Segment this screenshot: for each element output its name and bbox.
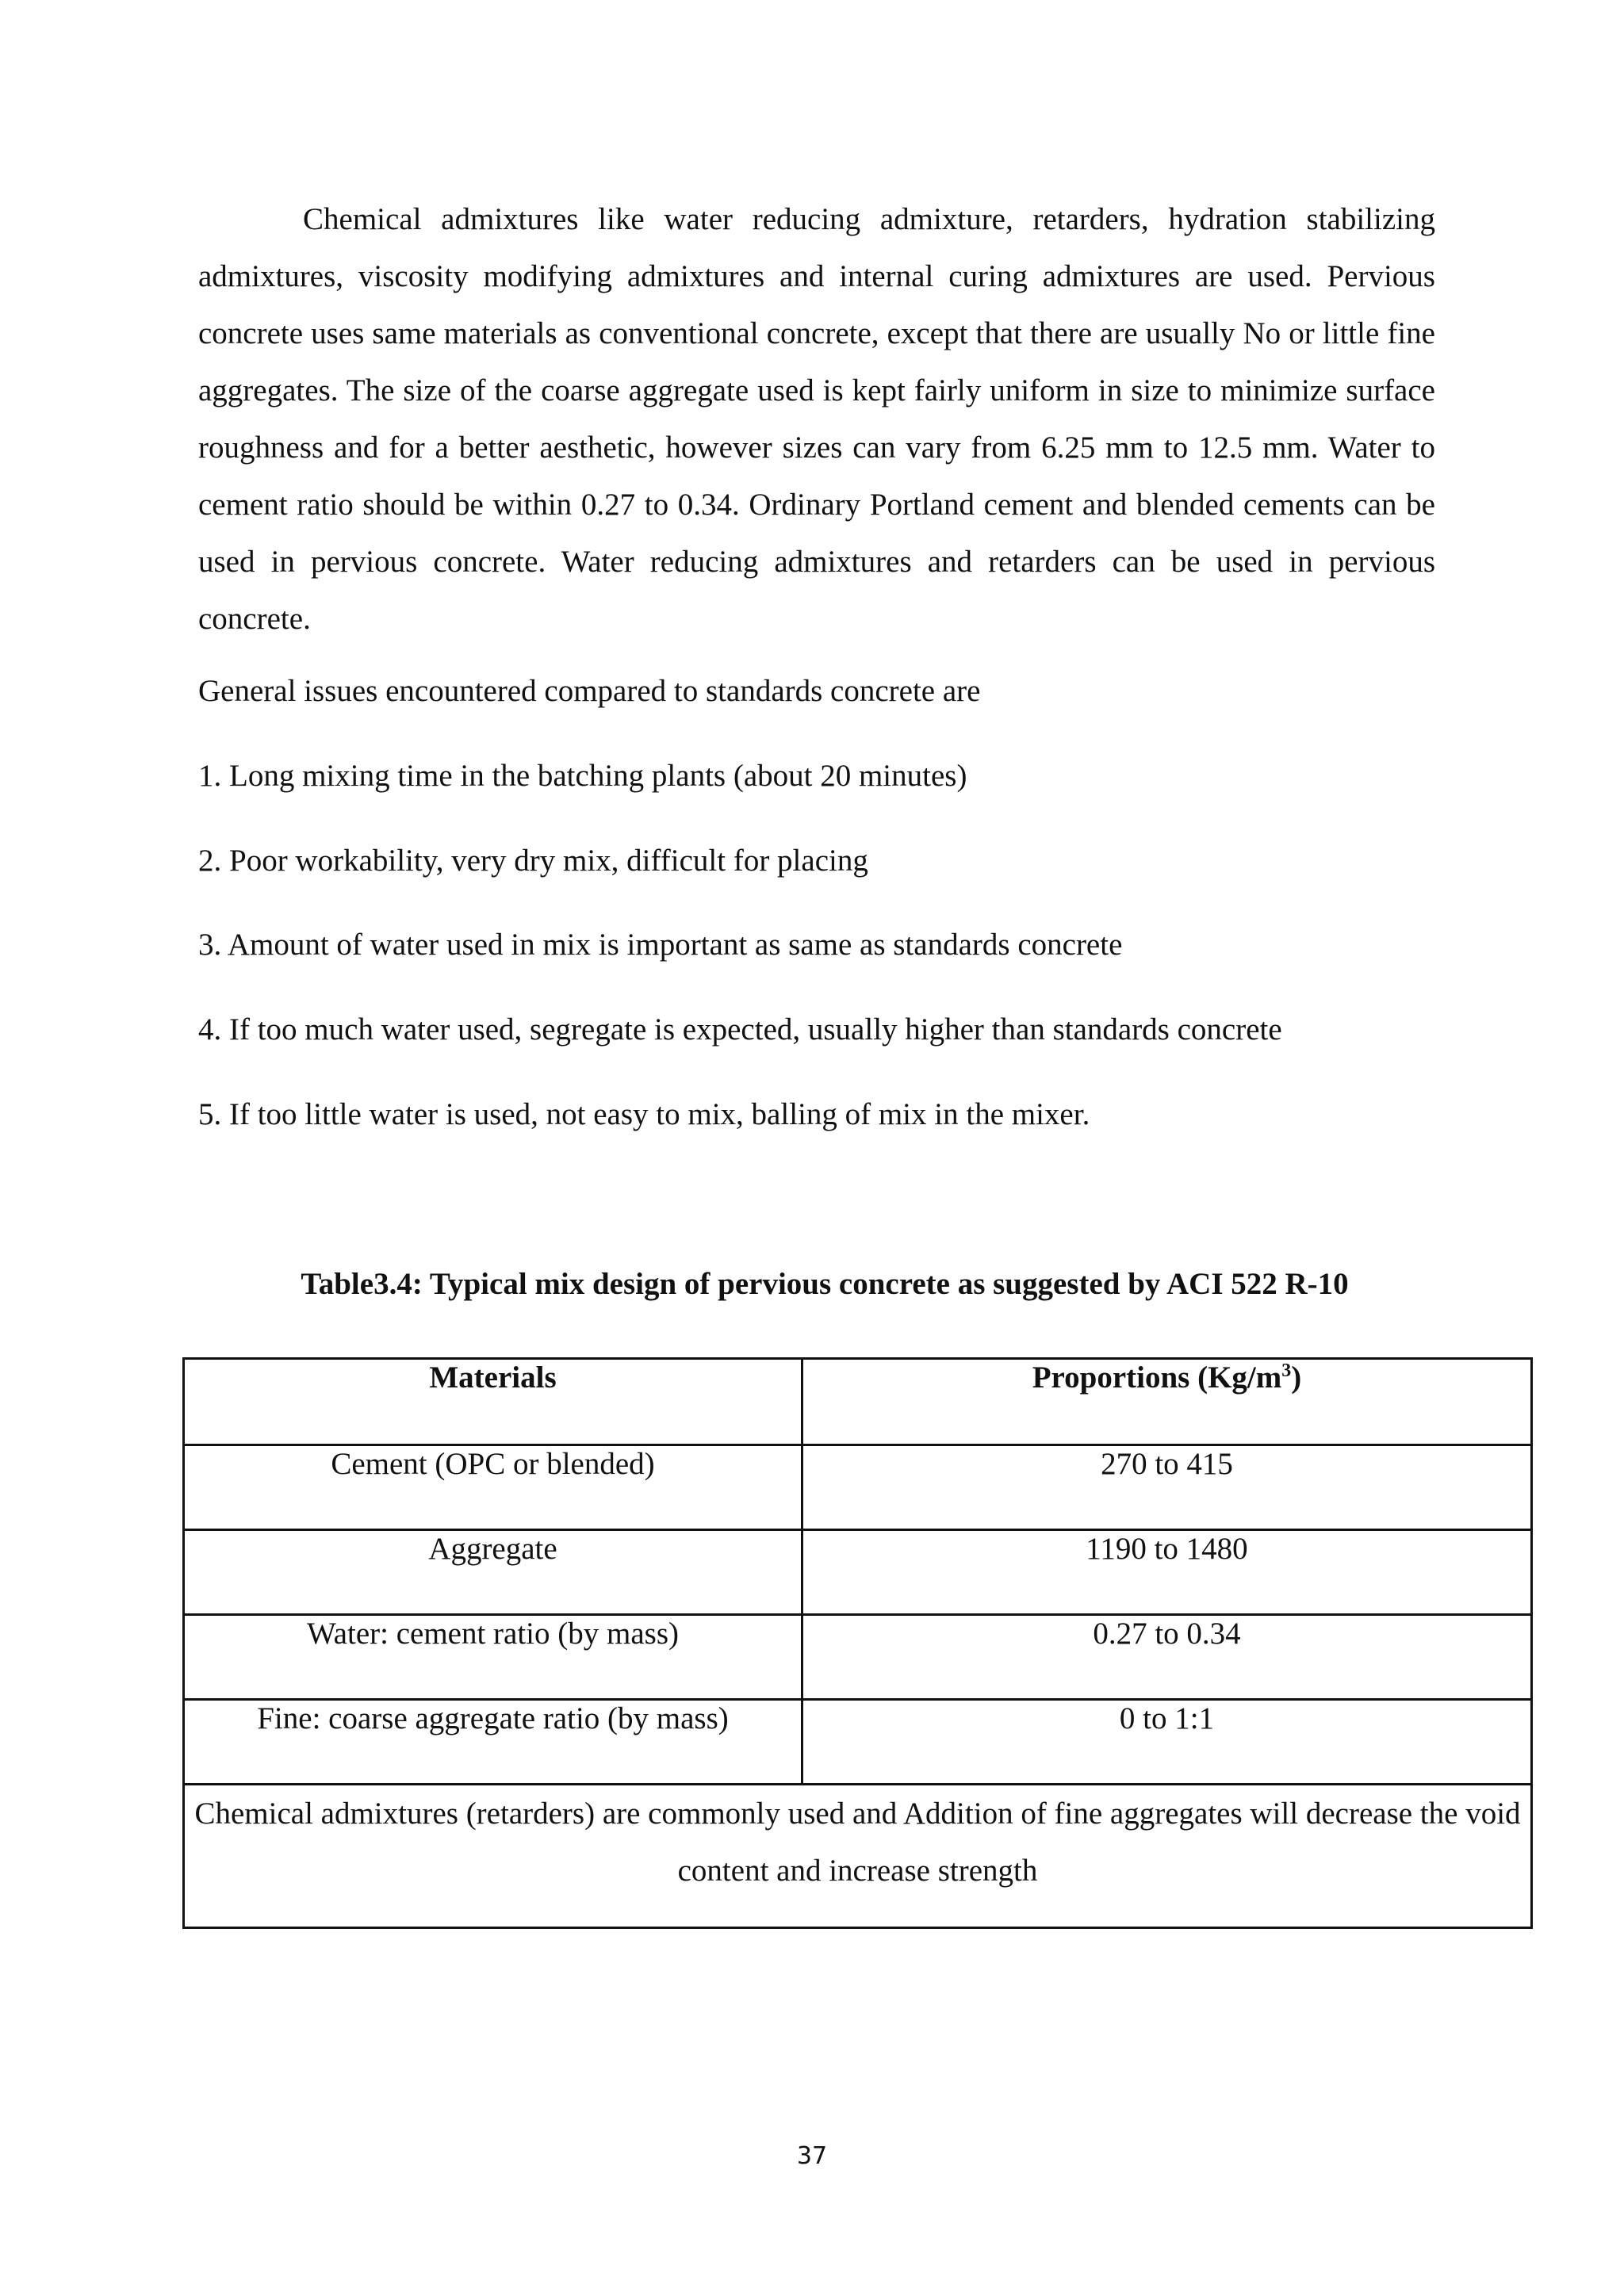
table-header-row	[184, 1359, 1532, 1445]
cell-material: Fine: coarse aggregate ratio (by mass)	[184, 1700, 802, 1785]
issue-item-4: 4. If too much water used, segregate is expected, usually higher than standards concrete	[198, 1012, 1282, 1047]
cell-proportion: 0 to 1:1	[802, 1700, 1532, 1785]
cell-proportion: 1190 to 1480	[802, 1530, 1532, 1615]
table-note-row	[184, 1785, 1532, 1928]
issue-item-1: 1. Long mixing time in the batching plants (about 20 minutes)	[198, 759, 967, 793]
cell-material: Cement (OPC or blended)	[184, 1445, 802, 1530]
table-row	[184, 1445, 1532, 1530]
cell-proportion: 270 to 415	[802, 1445, 1532, 1530]
cell-material: Water: cement ratio (by mass)	[184, 1615, 802, 1700]
header-proportions: Proportions $(Kg/m^3)$	[802, 1359, 1532, 1445]
table-row	[184, 1700, 1532, 1785]
issue-item-5: 5. If too little water is used, not easy to mix, balling of mix in the mixer.	[198, 1097, 1090, 1131]
cell-proportion: 0.27 to 0.34	[802, 1615, 1532, 1700]
issues-intro: General issues encountered compared to standards concrete are	[198, 674, 981, 708]
page-number: 37	[796, 2142, 828, 2170]
body-paragraph: Chemical admixtures like water reducing admixture, retarders, hydration stabilizing admixtures, viscosity modifying admixtures and internal curing admixtures are used. Pervious concrete uses same materials as conventional concrete, except that there are usually No or little fine aggregates. The size of the coarse aggregate used is kept fairly uniform in size to minimize surface roughness and for a better aesthetic, however sizes can vary from 6.25 mm to 12.5 mm. Water to cement ratio should be within 0.27 to 0.34. Ordinary Portland cement and blended cements can be used in pervious concrete. Water reducing admixtures and retarders can be used in pervious concrete.	[198, 202, 1435, 636]
mix-design-table	[182, 1357, 1533, 1929]
issue-item-3: 3. Amount of water used in mix is important as same as standards concrete	[198, 928, 1123, 962]
table-row	[184, 1615, 1532, 1700]
issue-item-2: 2. Poor workability, very dry mix, difficult for placing	[198, 844, 868, 878]
superscript-three: 3	[1281, 1360, 1292, 1381]
cell-material: Aggregate	[184, 1530, 802, 1615]
table-note: Chemical admixtures (retarders) are commonly used and Addition of fine aggregates will decrease the void content and increase strength	[184, 1785, 1532, 1928]
header-materials: Materials	[184, 1359, 802, 1445]
table-caption: Table3.4: Typical mix design of pervious concrete as suggested by ACI 522 R-10	[301, 1267, 1349, 1301]
table-row	[184, 1530, 1532, 1615]
